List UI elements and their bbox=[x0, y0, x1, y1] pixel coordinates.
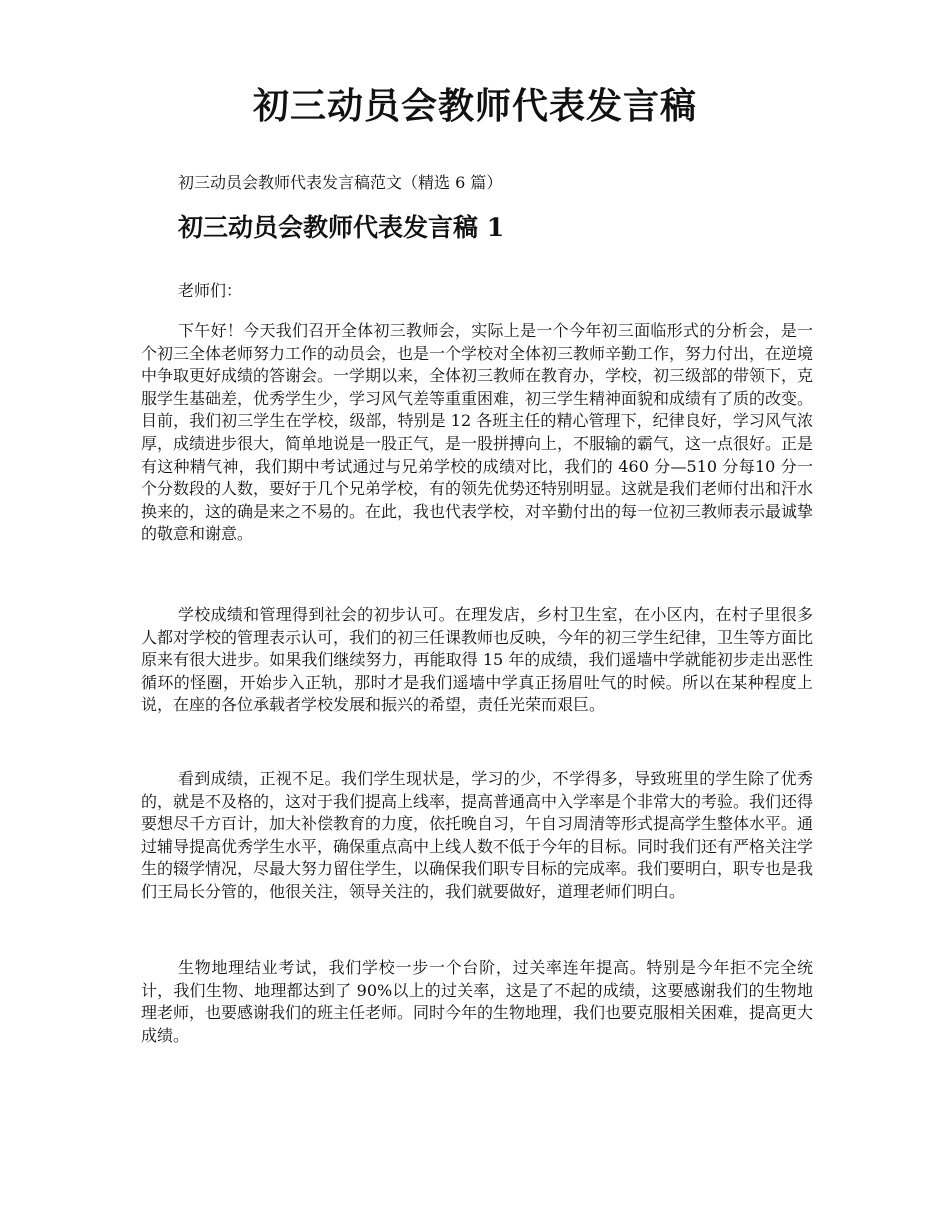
section-heading: 初三动员会教师代表发言稿 1 bbox=[178, 213, 505, 242]
document-subtitle: 初三动员会教师代表发言稿范文（精选 6 篇） bbox=[178, 173, 503, 192]
paragraph-2: 学校成绩和管理得到社会的初步认可。在理发店，乡村卫生室，在小区内，在村子里很多人都对学校的管理表示认可，我们的初三任课教师也反映，今年的初三学生纪律，卫生等方面比原来有很大进步。如果我们继续努力，再能取得 15 年的成绩，我们遥墙中学就能初步走出恶性循环的怪圈，开始步入正轨，那时才是我们遥墙中学真正扬眉吐气的时候。所以在某种程度上说，在座的各位承载者学校发展和振兴的希望，责任光荣而艰巨。 bbox=[141, 605, 814, 715]
salutation: 老师们： bbox=[178, 281, 243, 300]
paragraph-3: 看到成绩，正视不足。我们学生现状是，学习的少，不学得多，导致班里的学生除了优秀的，就是不及格的，这对于我们提高上线率，提高普通高中入学率是个非常大的考验。我们还得要想尽千方百计，加大补偿教育的力度，依托晚自习，午自习周清等形式提高学生整体水平。通过辅导提高优秀学生水平，确保重点高中上线人数不低于今年的目标。同时我们还有严格关注学生的辍学情况，尽最大努力留住学生，以确保我们职专目标的完成率。我们要明白，职专也是我们王局长分管的，他很关注，领导关注的，我们就要做好，道理老师们明白。 bbox=[141, 769, 814, 901]
paragraph-1: 下午好！今天我们召开全体初三教师会，实际上是一个今年初三面临形式的分析会，是一个初三全体老师努力工作的动员会，也是一个学校对全体初三教师辛勤工作，努力付出，在逆境中争取更好成绩的答谢会。一学期以来，全体初三教师在教育办，学校，初三级部的带领下，克服学生基础差，优秀学生少，学习风气差等重重困难，初三学生精神面貌和成绩有了质的改变。目前，我们初三学生在学校，级部，特别是 12 各班主任的精心管理下，纪律良好，学习风气浓厚，成绩进步很大，简单地说是一股正气，是一股拼搏向上，不服输的霸气，这一点很好。正是有这种精气神，我们期中考试通过与兄弟学校的成绩对比，我们的 460 分—510 分每10 分一个分数段的人数，要好于几个兄弟学校，有的领先优势还特别明显。这就是我们老师付出和汗水换来的，这的确是来之不易的。在此，我也代表学校，对辛勤付出的每一位初三教师表示最诚挚的敬意和谢意。 bbox=[141, 321, 814, 544]
paragraph-4: 生物地理结业考试，我们学校一步一个台阶，过关率连年提高。特别是今年拒不完全统计，我们生物、地理都达到了 90%以上的过关率，这是了不起的成绩，这要感谢我们的生物地理老师，也要感谢我们的班主任老师。同时今年的生物地理，我们也要克服相关困难，提高更大成绩。 bbox=[141, 958, 814, 1045]
document-title: 初三动员会教师代表发言稿 bbox=[252, 85, 697, 127]
